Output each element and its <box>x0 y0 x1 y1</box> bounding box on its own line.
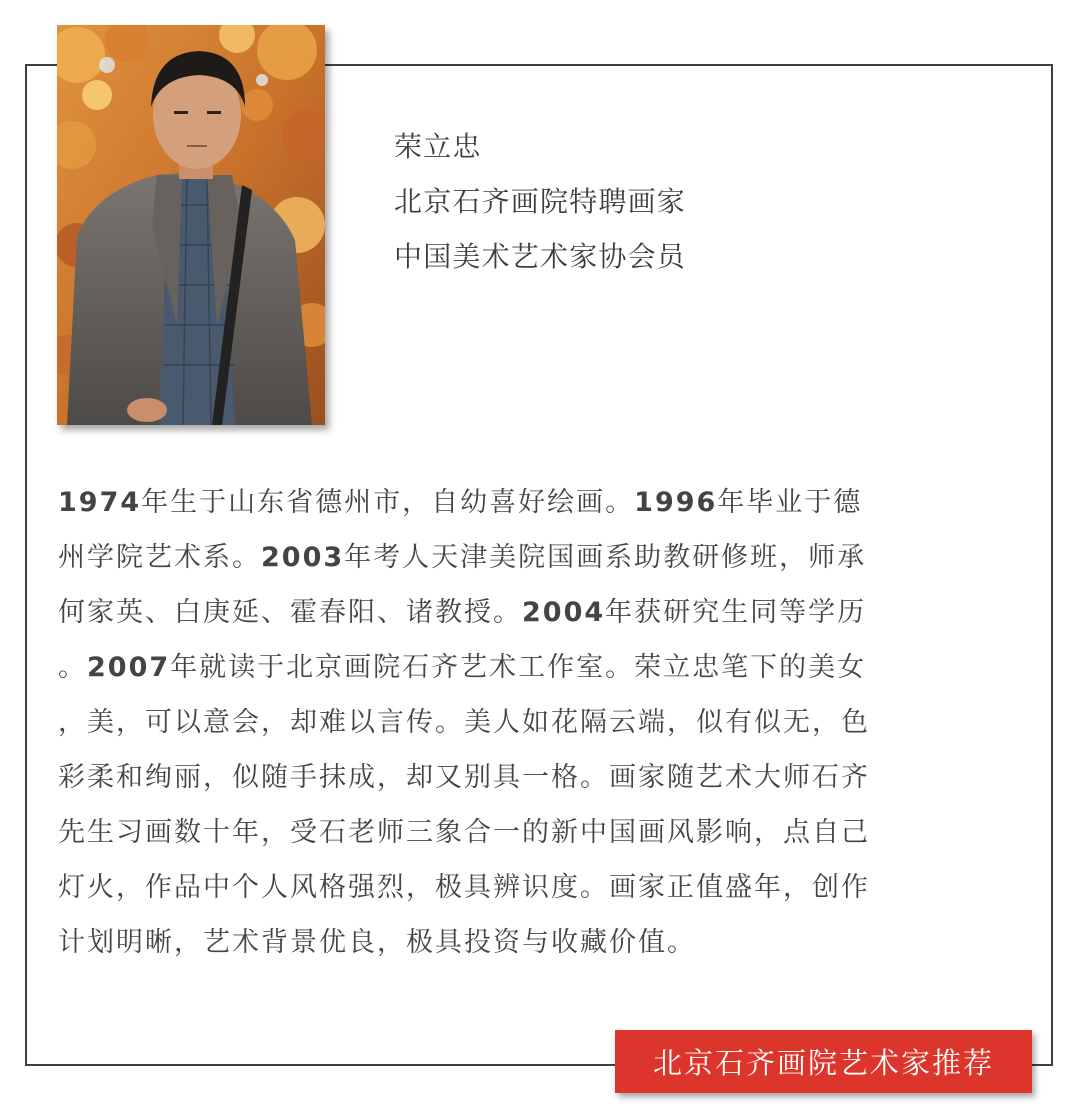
bio-line: ，美，可以意会，却难以言传。美人如花隔云端，似有似无，色 <box>58 707 870 738</box>
bio-line: 何家英、白庚延、霍春阳、诸教授。2004年获研究生同等学历 <box>58 597 867 628</box>
bio-line: 计划明晰，艺术背景优良，极具投资与收藏价值。 <box>58 927 696 958</box>
bio-line: 灯火，作品中个人风格强烈，极具辨识度。画家正值盛年，创作 <box>58 872 870 903</box>
bio-line: 彩柔和绚丽，似随手抹成，却又别具一格。画家随艺术大师石齐 <box>58 762 870 793</box>
recommend-badge-label: 北京石齐画院艺术家推荐 <box>652 1046 994 1080</box>
bio-line: 。2007年就读于北京画院石齐艺术工作室。荣立忠笔下的美女 <box>58 652 867 683</box>
artist-intro <box>394 119 914 284</box>
bio-line: 先生习画数十年，受石老师三象合一的新中国画风影响，点自己 <box>58 817 870 848</box>
portrait-image <box>57 25 325 425</box>
artist-title-1: 北京石齐画院特聘画家 <box>394 185 687 218</box>
bio-line: 1974年生于山东省德州市，自幼喜好绘画。1996年毕业于德 <box>58 487 863 518</box>
artist-biography <box>58 475 1028 970</box>
bio-line: 州学院艺术系。2003年考人天津美院国画系助教研修班，师承 <box>58 542 867 573</box>
artist-portrait <box>57 25 325 425</box>
artist-title-2: 中国美术艺术家协会员 <box>394 240 687 273</box>
recommend-badge <box>615 1030 1032 1093</box>
artist-name: 荣立忠 <box>394 130 482 163</box>
